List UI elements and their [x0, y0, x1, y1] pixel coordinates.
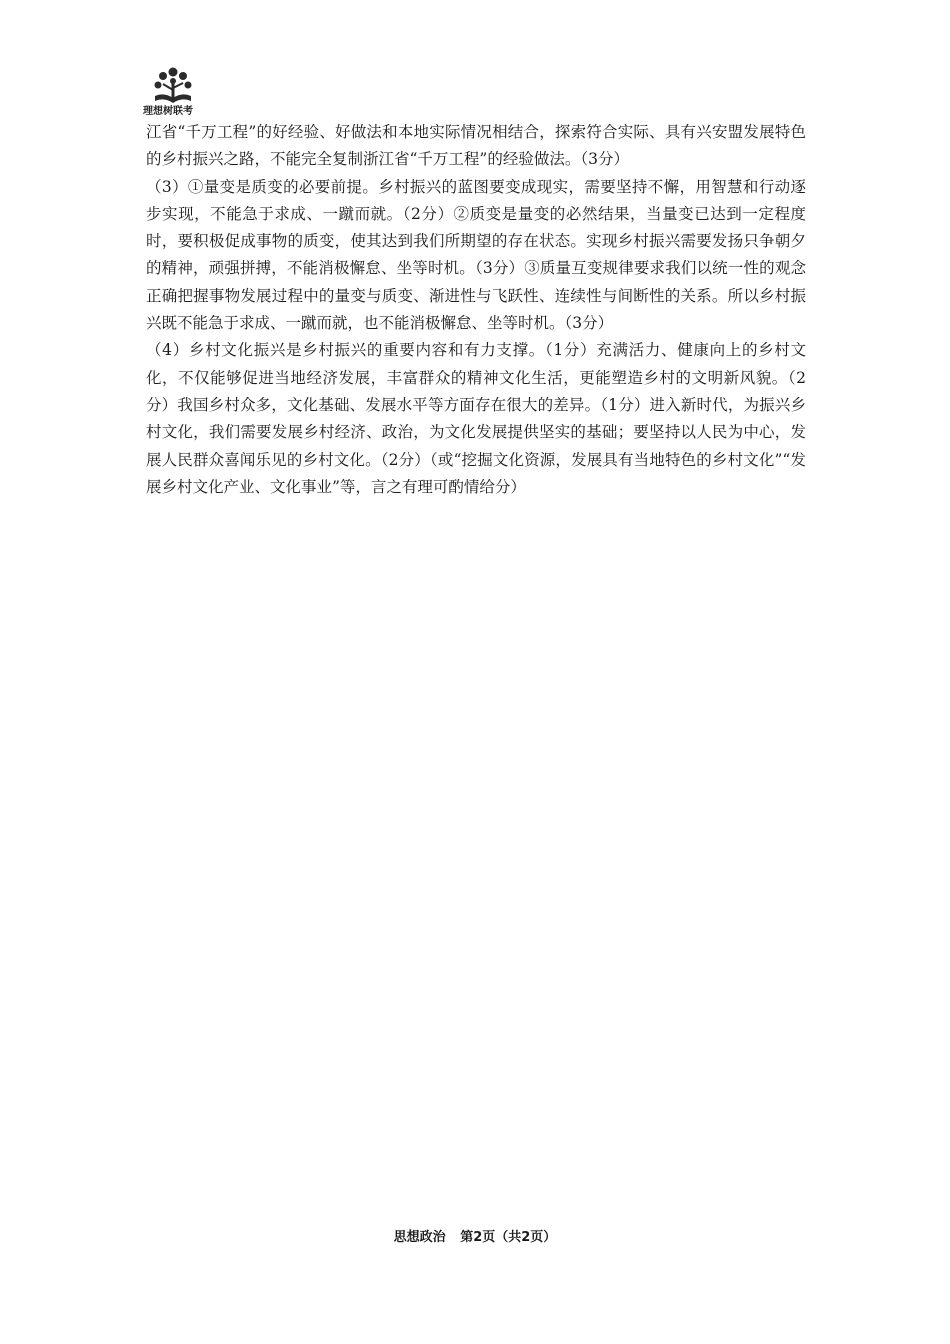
page-footer [0, 1226, 950, 1245]
logo-text: 理想树联考 [143, 106, 193, 117]
tree-book-icon [151, 66, 195, 106]
answer-paragraph: 江省“千万工程”的好经验、好做法和本地实际情况相结合，探索符合实际、具有兴安盟发展特色的乡村振兴之路，不能完全复制浙江省“千万工程”的经验做法。（3分） [146, 123, 806, 169]
logo [143, 66, 203, 122]
answer-paragraph: （4）乡村文化振兴是乡村振兴的重要内容和有力支撑。（1分）充满活力、健康向上的乡村文化，不仅能够促进当地经济发展，丰富群众的精神文化生活，更能塑造乡村的文明新风貌。（2分）我国乡村众多，文化基础、发展水平等方面存在很大的差异。（1分）进入新时代，为振兴乡村文化，我们需要发展乡村经济、政治，为文化发展提供坚实的基础；要坚持以人民为中心，发展人民群众喜闻乐见的乡村文化。（2分）（或“挖掘文化资源，发展具有当地特色的乡村文化”“发展乡村文化产业、文化事业”等，言之有理可酌情给分） [146, 341, 806, 496]
answer-body [146, 119, 806, 501]
footer-subject: 思想政治 [393, 1230, 446, 1245]
answer-paragraph: （3）①量变是质变的必要前提。乡村振兴的蓝图要变成现实，需要坚持不懈，用智慧和行动逐步实现，不能急于求成、一蹴而就。（2分）②质变是量变的必然结果，当量变已达到一定程度时，要积极促成事物的质变，使其达到我们所期望的存在状态。实现乡村振兴需要发扬只争朝夕的精神，顽强拼搏，不能消极懈怠、坐等时机。（3分）③质量互变规律要求我们以统一性的观念正确把握事物发展过程中的量变与质变、渐进性与飞跃性、连续性与间断性的关系。所以乡村振兴既不能急于求成、一蹴而就，也不能消极懈怠、坐等时机。（3分） [146, 177, 806, 333]
footer-page-number: 第2页（共2页） [460, 1230, 557, 1245]
